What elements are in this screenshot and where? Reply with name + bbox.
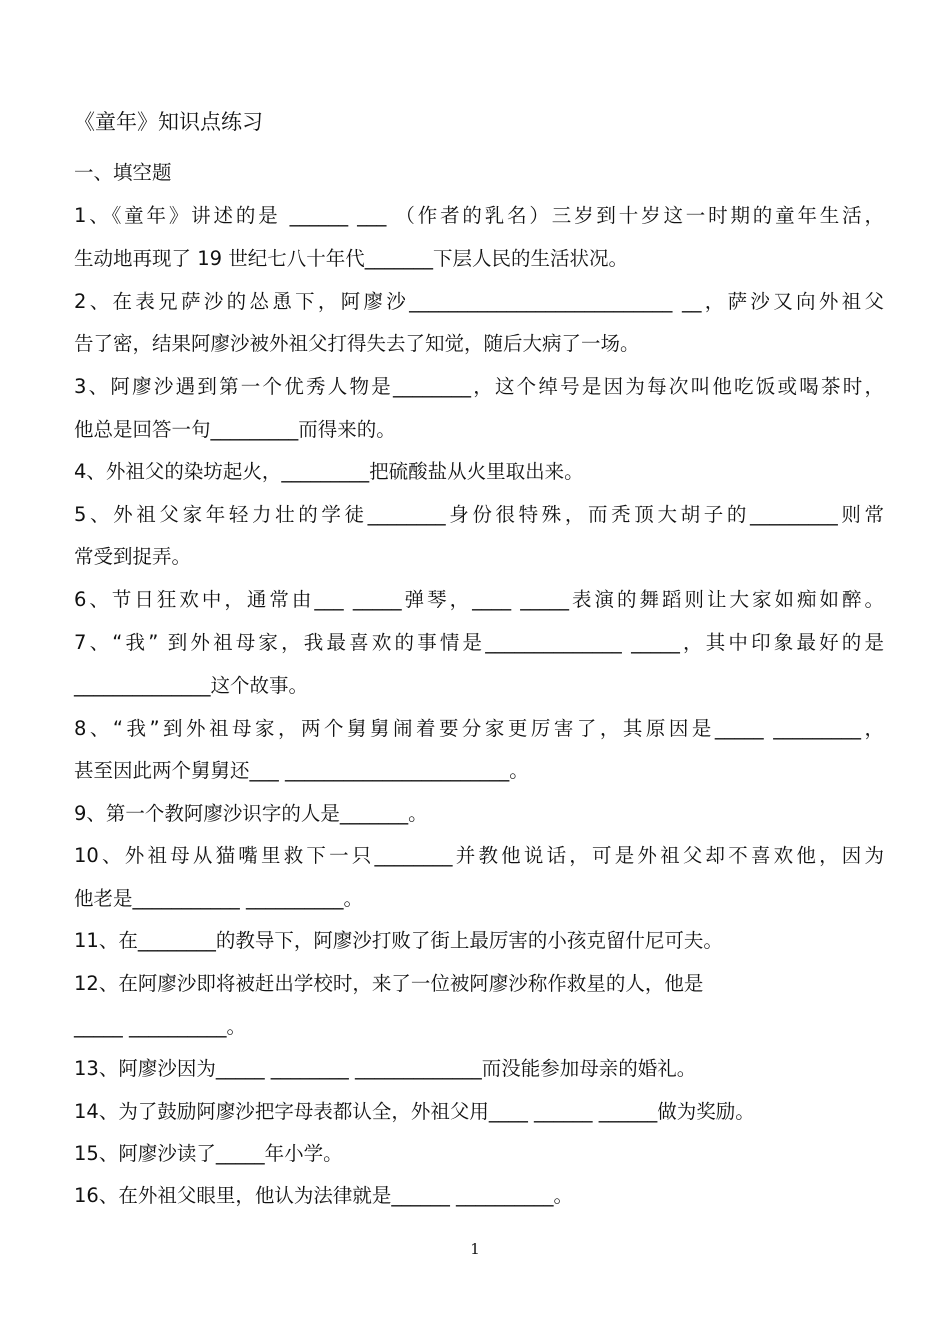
question-line: 14、为了鼓励阿廖沙把字母表都认全，外祖父用____ ______ ______做为奖励。 xyxy=(74,1100,755,1123)
question-line: 13、阿廖沙因为_____ ________ _____________而没能参加母亲的婚礼。 xyxy=(74,1057,697,1080)
question-line: 6、节日狂欢中，通常由___ _____弹琴，____ _____表演的舞蹈则让大家如痴如醉。 xyxy=(74,588,884,611)
question-line: _____ __________。 xyxy=(74,1015,246,1038)
question-line: 2、在表兄萨沙的怂恿下，阿廖沙___________________________ __，萨沙又向外祖父 xyxy=(74,290,884,313)
question-line: 告了密，结果阿廖沙被外祖父打得失去了知觉，随后大病了一场。 xyxy=(74,332,640,355)
page-number: 1 xyxy=(470,1240,480,1258)
question-line: 3、阿廖沙遇到第一个优秀人物是________，这个绰号是因为每次叫他吃饭或喝茶时， xyxy=(74,375,884,398)
question-line: ______________这个故事。 xyxy=(74,674,309,697)
question-line: 12、在阿廖沙即将被赶出学校时，来了一位被阿廖沙称作救星的人，他是 xyxy=(74,972,704,995)
question-line: 他老是___________ __________。 xyxy=(74,887,363,910)
question-line: 他总是回答一句_________而得来的。 xyxy=(74,418,396,441)
question-line: 4、外祖父的染坊起火，_________把硫酸盐从火里取出来。 xyxy=(74,460,584,483)
section-heading: 一、填空题 xyxy=(74,161,172,184)
question-line: 15、阿廖沙读了_____年小学。 xyxy=(74,1142,343,1165)
question-line: 甚至因此两个舅舅还___ _______________________。 xyxy=(74,759,529,782)
question-line: 10、外祖母从猫嘴里救下一只________并教他说话，可是外祖父却不喜欢他，因为 xyxy=(74,844,884,867)
question-line: 9、第一个教阿廖沙识字的人是_______。 xyxy=(74,802,428,825)
question-line: 5、外祖父家年轻力壮的学徒________身份很特殊，而秃顶大胡子的_________则常 xyxy=(74,503,884,526)
question-line: 16、在外祖父眼里，他认为法律就是______ __________。 xyxy=(74,1184,574,1207)
question-line: 7、“我” 到外祖母家，我最喜欢的事情是______________ _____，其中印象最好的是 xyxy=(74,631,884,654)
question-line: 11、在________的教导下，阿廖沙打败了街上最厉害的小孩克留什尼可夫。 xyxy=(74,929,723,952)
question-line: 常受到捉弄。 xyxy=(74,545,192,568)
document-title: 《童年》知识点练习 xyxy=(74,110,263,134)
question-line: 8、“我”到外祖母家，两个舅舅闹着要分家更厉害了，其原因是_____ _________， xyxy=(74,717,884,740)
question-line: 1、《童年》讲述的是 ______ ___ （作者的乳名）三岁到十岁这一时期的童年生活， xyxy=(74,204,884,227)
question-line: 生动地再现了 19 世纪七八十年代_______下层人民的生活状况。 xyxy=(74,247,628,270)
